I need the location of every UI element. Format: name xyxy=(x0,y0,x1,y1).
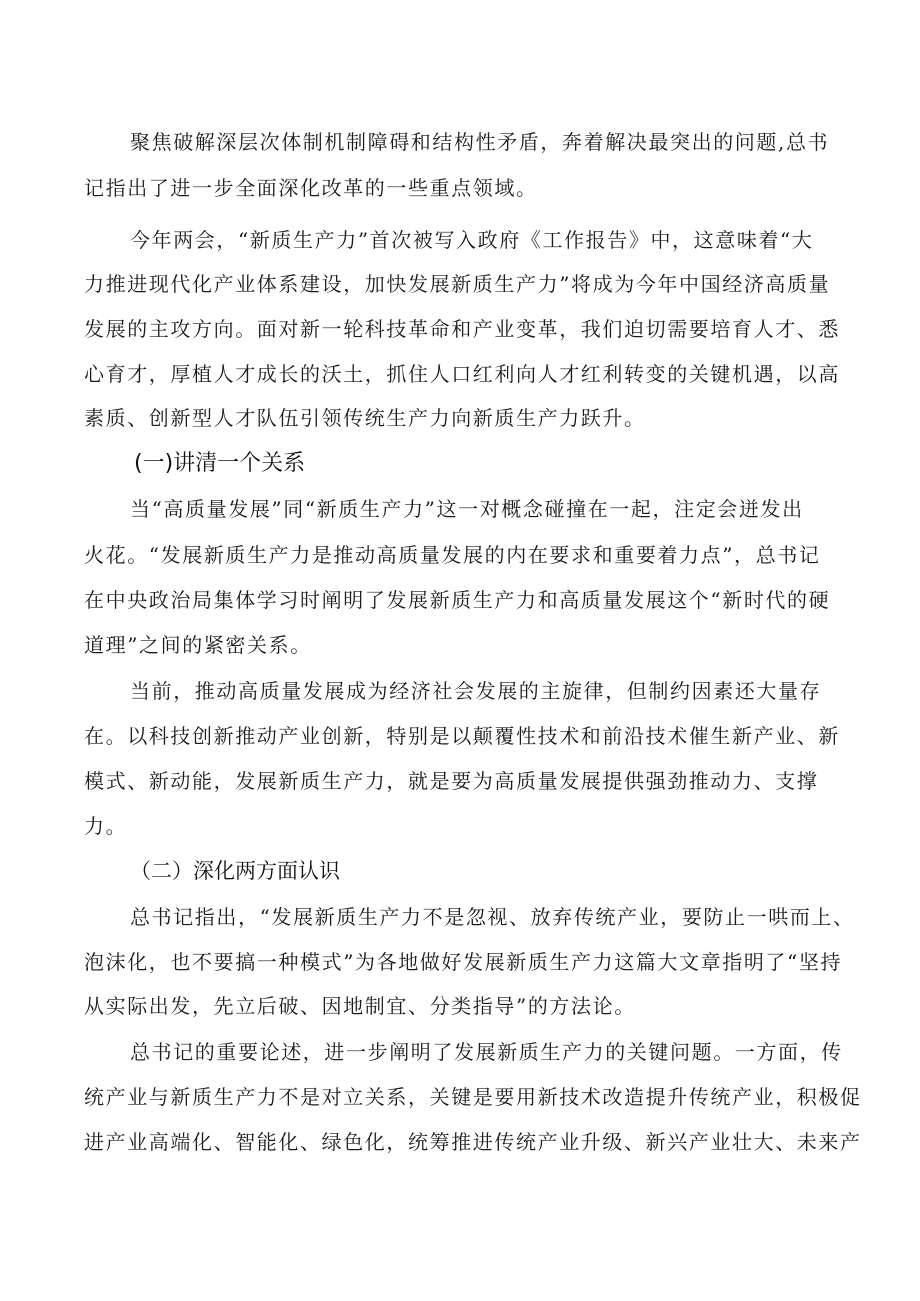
paragraph-line: 力推进现代化产业体系建设，加快发展新质生产力”将成为今年中国经济高质量 xyxy=(84,272,831,296)
paragraph-line: 今年两会，“新质生产力”首次被写入政府《工作报告》中，这意味着“大 xyxy=(130,228,814,252)
paragraph-line: 记指出了进一步全面深化改革的一些重点领域。 xyxy=(84,176,538,200)
paragraph-line: 火花。“发展新质生产力是推动高质量发展的内在要求和重要着力点”，总书记 xyxy=(84,543,821,567)
paragraph-line: 发展的主攻方向。面对新一轮科技革命和产业变革，我们迫切需要培育人才、悉 xyxy=(84,317,840,341)
paragraph-line: 统产业与新质生产力不是对立关系，关键是要用新技术改造提升传统产业，积极促 xyxy=(84,1085,862,1109)
paragraph-line: 当“高质量发展”同“新质生产力”这一对概念碰撞在一起，注定会迸发出 xyxy=(130,497,804,521)
paragraph-line: 进产业高端化、智能化、绿色化，统筹推进传统产业升级、新兴产业壮大、未来产 xyxy=(84,1130,862,1154)
paragraph-line: 道理”之间的紧密关系。 xyxy=(84,633,312,657)
paragraph-line: 总书记指出，“发展新质生产力不是忽视、放弃传统产业，要防止一哄而上、 xyxy=(130,905,855,929)
section-heading: (一)讲清一个关系 xyxy=(134,451,306,476)
paragraph-line: 在。以科技创新推动产业创新，特别是以颠覆性技术和前沿技术催生新产业、新 xyxy=(84,724,840,748)
paragraph-line: 总书记的重要论述，进一步阐明了发展新质生产力的关键问题。一方面，传 xyxy=(130,1040,843,1064)
paragraph-line: 模式、新动能，发展新质生产力，就是要为高质量发展提供强劲推动力、支撑 xyxy=(84,769,819,793)
paragraph-line: 从实际出发，先立后破、因地制宜、分类指导”的方法论。 xyxy=(84,994,636,1018)
paragraph-line: 聚焦破解深层次体制机制障碍和结构性矛盾，奔着解决最突出的问题,总书 xyxy=(130,130,830,154)
paragraph-line: 心育才，厚植人才成长的沃土，抓住人口红利向人才红利转变的关键机遇，以高 xyxy=(84,362,840,386)
paragraph-line: 泡沫化，也不要搞一种模式”为各地做好发展新质生产力这篇大文章指明了“坚持 xyxy=(84,950,843,974)
paragraph-line: 在中央政治局集体学习时阐明了发展新质生产力和高质量发展这个“新时代的硬 xyxy=(84,588,831,612)
paragraph-line: 素质、创新型人才队伍引领传统生产力向新质生产力跃升。 xyxy=(84,406,646,430)
section-heading: （二）深化两方面认识 xyxy=(130,859,340,883)
paragraph-line: 当前，推动高质量发展成为经济社会发展的主旋律，但制约因素还大量存 xyxy=(130,679,822,703)
paragraph-line: 力。 xyxy=(84,814,128,838)
